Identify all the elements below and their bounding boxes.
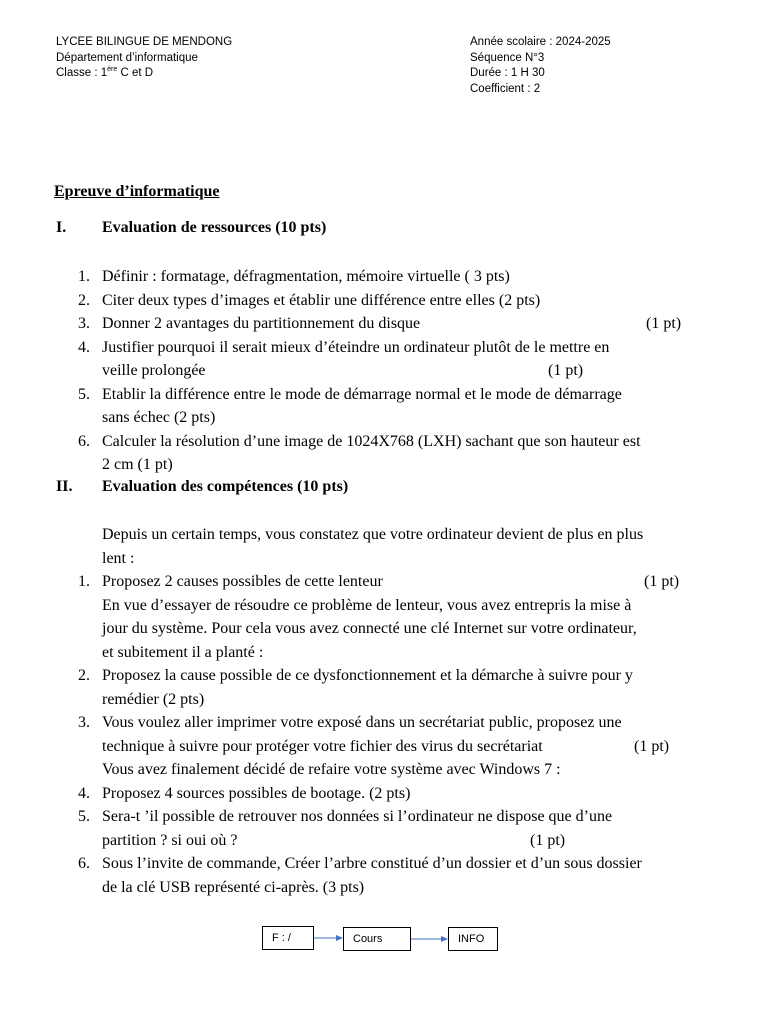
question-2-1: 1. Proposez 2 causes possibles de cette lenteur (1 pt) bbox=[56, 570, 716, 594]
question-1-6: 6. Calculer la résolution d’une image de 1024X768 (LXH) sachant que son hauteur est 2 cm (1 pt) bbox=[78, 432, 641, 473]
info-subfolder-node: INFO bbox=[448, 927, 498, 951]
exam-title: Epreuve d’informatique bbox=[54, 183, 220, 200]
department: Département d’informatique bbox=[56, 51, 198, 64]
duration: Durée : 1 H 30 bbox=[470, 67, 545, 79]
school-name: LYCEE BILINGUE DE MENDONG bbox=[56, 36, 233, 48]
question-2-6: 6. Sous l’invite de commande, Créer l’arbre constitué d’un dossier et d’un sous dossier de la clé USB représenté ci-après. (3 pts) bbox=[78, 855, 642, 896]
question-1-2: 2. Citer deux types d’images et établir une différence entre elles (2 pts) bbox=[78, 291, 541, 309]
context-1: En vue d’essayer de résoudre ce problème de lenteur, vous avez entrepris la mise à jour du système. Pour cela vous avez connecté une clé Internet sur votre ordinateur, et subitement il a planté : bbox=[102, 596, 637, 661]
question-2-3: 3. Vous voulez aller imprimer votre exposé dans un secrétariat public, proposez une technique à suivre pour protéger votre fichier des virus du secrétariat (1 pt) bbox=[56, 711, 716, 758]
context-2: Vous avez finalement décidé de refaire votre système avec Windows 7 : bbox=[102, 761, 561, 778]
points: (1 pt) bbox=[530, 831, 566, 849]
question-1-5: 5. Etablir la différence entre le mode de démarrage normal et le mode de démarrage sans échec (2 pts) bbox=[78, 385, 622, 426]
drive-node: F : / bbox=[262, 926, 314, 950]
question-1-4: 4. Justifier pourquoi il serait mieux d’éteindre un ordinateur plutôt de le mettre en veille prolongée (1 pt) bbox=[56, 336, 716, 383]
sequence: Séquence N°3 bbox=[470, 51, 545, 64]
points: (1 pt) bbox=[634, 737, 670, 755]
section-2-intro: Depuis un certain temps, vous constatez que votre ordinateur devient de plus en plus lent : bbox=[102, 526, 644, 567]
question-2-5: 5. Sera-t ’il possible de retrouver nos données si l’ordinateur ne dispose que d’une partition ? si oui où ? (1 pt) bbox=[56, 805, 716, 852]
class-info: Classe : 1ère C et D bbox=[56, 66, 154, 79]
points: (1 pt) bbox=[646, 315, 682, 332]
points: (1 pt) bbox=[548, 362, 584, 379]
question-1-1: 1. Définir : formatage, défragmentation, mémoire virtuelle ( 3 pts) bbox=[78, 268, 510, 285]
points: (1 pt) bbox=[644, 573, 680, 590]
school-year: Année scolaire : 2024-2025 bbox=[470, 36, 611, 48]
question-2-2: 2. Proposez la cause possible de ce dysfonctionnement et la démarche à suivre pour y remédier (2 pts) bbox=[78, 667, 633, 708]
cours-folder-node: Cours bbox=[343, 927, 411, 951]
question-1-3: 3. Donner 2 avantages du partitionnement du disque (1 pt) bbox=[56, 312, 716, 336]
coefficient: Coefficient : 2 bbox=[470, 82, 541, 95]
question-2-4: 4. Proposez 4 sources possibles de bootage. (2 pts) bbox=[78, 784, 411, 802]
